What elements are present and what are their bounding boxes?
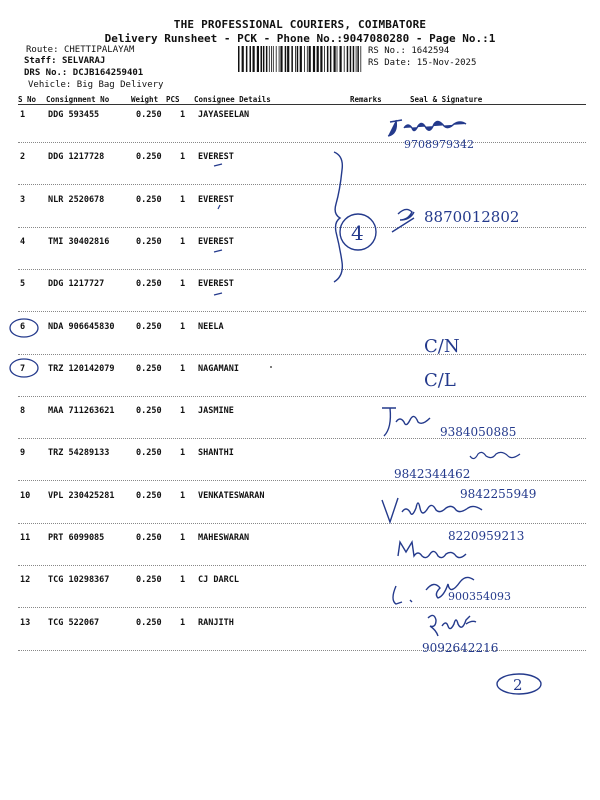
row-sno: 12 <box>20 575 31 586</box>
phone-row-13: 9092642216 <box>422 641 499 655</box>
row-separator <box>18 565 586 566</box>
col-consignment: Consignment No <box>46 95 110 104</box>
table-row <box>0 448 600 490</box>
row-consignment-no: TCG 522067 <box>48 617 100 628</box>
row-consignee: NEELA <box>198 321 224 332</box>
table-row <box>0 575 600 617</box>
row-weight: 0.250 <box>136 236 162 247</box>
barcode-bar <box>330 46 332 72</box>
barcode-bar <box>253 46 255 72</box>
row-sno: 13 <box>20 617 31 628</box>
route-line <box>26 45 134 56</box>
table-row <box>0 195 600 237</box>
row-weight: 0.250 <box>136 279 162 290</box>
row-sno: 3 <box>20 194 26 205</box>
row-weight: 0.250 <box>136 490 162 501</box>
phone-group: 8870012802 <box>424 208 520 226</box>
row-consignee: RANJITH <box>198 617 234 628</box>
barcode-bar <box>327 46 329 72</box>
phone-row-11: 8220959213 <box>448 529 525 543</box>
rs-date-label: RS Date: <box>368 58 412 68</box>
row-pcs: 1 <box>180 448 186 459</box>
row-pcs: 1 <box>180 152 186 163</box>
col-remarks: Remarks <box>350 95 382 104</box>
barcode-bar <box>353 46 355 72</box>
barcode-bar <box>297 46 299 72</box>
row-weight: 0.250 <box>136 321 162 332</box>
col-weight: Weight <box>131 95 159 104</box>
barcode-bar <box>356 46 357 72</box>
phone-row-10: 9842255949 <box>460 487 537 501</box>
row-weight: 0.250 <box>136 406 162 417</box>
table-row <box>0 406 600 448</box>
row-pcs: 1 <box>180 406 186 417</box>
staff-value: SELVARAJ <box>61 56 106 66</box>
barcode-bar <box>250 46 252 72</box>
table-row <box>0 110 600 152</box>
barcode-bar <box>242 46 244 72</box>
barcode-bar <box>285 46 287 72</box>
row-consignee: SHANTHI <box>198 448 234 459</box>
page-count: 2 <box>513 676 523 694</box>
row-consignee: JASMINE <box>198 406 234 417</box>
col-seal: Seal & Signature <box>410 95 483 104</box>
phone-row-9: 9842344462 <box>394 467 471 481</box>
barcode-bar <box>263 46 265 72</box>
barcode-bar <box>344 46 345 72</box>
col-sno: S No <box>18 95 37 104</box>
row-sno: 1 <box>20 110 26 120</box>
row-weight: 0.250 <box>136 533 162 543</box>
row-consignee: CJ DARCL <box>198 575 239 586</box>
row-sno: 5 <box>20 279 26 290</box>
row-consignee: EVEREST <box>198 194 234 205</box>
barcode-bar <box>273 46 274 72</box>
vehicle-label: Vehicle: <box>28 80 72 90</box>
row-separator <box>18 396 586 397</box>
table-row <box>0 279 600 321</box>
row-weight: 0.250 <box>136 575 162 586</box>
row-separator <box>18 523 586 524</box>
phone-row-8: 9384050885 <box>440 425 517 439</box>
row-sno: 11 <box>20 533 31 543</box>
route-value: CHETTIPALAYAM <box>63 45 135 55</box>
barcode-bar <box>317 46 319 72</box>
row-separator <box>18 607 586 608</box>
row-pcs: 1 <box>180 617 186 628</box>
staff-label: Staff: <box>24 56 57 66</box>
row-weight: 0.250 <box>136 617 162 628</box>
row-consignment-no: TMI 30402816 <box>48 236 110 247</box>
row-separator <box>18 650 586 651</box>
row-sno: 2 <box>20 152 26 163</box>
col-pcs: PCS <box>166 95 180 104</box>
rs-no-label: RS No.: <box>368 46 406 56</box>
barcode-bar <box>313 46 315 72</box>
barcode-bar <box>340 46 342 72</box>
barcode-bar <box>337 46 338 72</box>
drs-value: DCJB164259401 <box>72 68 144 78</box>
row-sno: 9 <box>20 448 26 459</box>
row-consignment-no: NLR 2520678 <box>48 194 105 205</box>
row-consignee: EVEREST <box>198 236 234 247</box>
barcode-bar <box>347 46 349 72</box>
barcode-bar <box>324 46 325 72</box>
table-row <box>0 152 600 194</box>
row-consignment-no: TRZ 54289133 <box>48 448 110 459</box>
barcode-bar <box>320 46 322 72</box>
row-separator <box>18 184 586 185</box>
runsheet-subtitle: Delivery Runsheet - PCK - Phone No.:9047080280 - Page No.:1 <box>104 32 496 45</box>
row-pcs: 1 <box>180 575 186 586</box>
row-consignment-no: MAA 711263621 <box>48 406 115 417</box>
barcode-bar <box>357 46 359 72</box>
row-consignment-no: TCG 10298367 <box>48 575 110 586</box>
row-consignee: MAHESWARAN <box>198 533 250 543</box>
barcode-bar <box>295 46 296 72</box>
row-consignment-no: VPL 230425281 <box>48 490 115 501</box>
table-row <box>0 322 600 364</box>
barcode-bar <box>279 46 280 72</box>
barcode-bar <box>238 46 240 72</box>
barcode-bar <box>307 46 308 72</box>
row-pcs: 1 <box>180 363 186 374</box>
barcode-bar <box>350 46 352 72</box>
barcode-bar <box>300 46 302 72</box>
page-count-circle <box>497 674 541 694</box>
row-pcs: 1 <box>180 490 186 501</box>
remark-row-7: C/L <box>424 370 456 391</box>
row-sno: 4 <box>20 236 26 247</box>
row-pcs: 1 <box>180 533 186 543</box>
drs-label: DRS No.: <box>24 68 68 78</box>
rs-no-line <box>368 46 449 57</box>
row-weight: 0.250 <box>136 194 162 205</box>
barcode-bar <box>266 46 268 72</box>
barcode-bar <box>246 46 248 72</box>
row-separator <box>18 227 586 228</box>
barcode-bar <box>291 46 293 72</box>
col-consignee: Consignee Details <box>194 95 271 104</box>
barcode-bar <box>360 46 361 72</box>
table-row <box>0 364 600 406</box>
barcode-bar <box>261 46 263 72</box>
row-weight: 0.250 <box>136 110 162 120</box>
rs-no-value: 1642594 <box>411 46 450 56</box>
row-sno: 8 <box>20 406 26 417</box>
rs-date-line <box>368 58 476 69</box>
company-title: THE PROFESSIONAL COURIERS, COIMBATORE <box>173 18 427 31</box>
row-separator <box>18 438 586 439</box>
row-separator <box>18 142 586 143</box>
row-weight: 0.250 <box>136 363 162 374</box>
group-count: 4 <box>351 221 364 245</box>
row-consignment-no: PRT 6099085 <box>48 533 105 543</box>
row-consignee: EVEREST <box>198 152 234 163</box>
row-consignment-no: DDG 593455 <box>48 110 100 120</box>
barcode-bar <box>304 46 305 72</box>
row-consignee: EVEREST <box>198 279 234 290</box>
barcode-bar <box>309 46 311 72</box>
row-separator <box>18 311 586 312</box>
row-separator <box>18 269 586 270</box>
table-row <box>0 237 600 279</box>
row-pcs: 1 <box>180 279 186 290</box>
table-row <box>0 491 600 533</box>
row-consignment-no: DDG 1217727 <box>48 279 105 290</box>
drs-line <box>24 68 143 79</box>
phone-row-1: 9708979342 <box>404 138 474 151</box>
route-label: Route: <box>26 45 59 55</box>
row-sno: 6 <box>20 321 26 332</box>
row-pcs: 1 <box>180 321 186 332</box>
table-row <box>0 618 600 660</box>
row-pcs: 1 <box>180 236 186 247</box>
row-separator <box>18 480 586 481</box>
staff-line <box>24 56 105 67</box>
row-separator <box>18 354 586 355</box>
row-pcs: 1 <box>180 194 186 205</box>
row-weight: 0.250 <box>136 448 162 459</box>
vehicle-value: Big Bag Delivery <box>76 80 164 90</box>
row-consignee: VENKATESWARAN <box>198 490 265 501</box>
row-weight: 0.250 <box>136 152 162 163</box>
barcode-bar <box>271 46 272 72</box>
vehicle-line <box>28 80 163 91</box>
barcode-bar <box>257 46 259 72</box>
row-consignee: JAYASEELAN <box>198 110 250 120</box>
row-sno: 10 <box>20 490 31 501</box>
barcode-bar <box>334 46 336 72</box>
phone-row-12: 900354093 <box>448 590 511 603</box>
row-consignment-no: NDA 906645830 <box>48 321 115 332</box>
barcode-image <box>238 46 364 72</box>
row-consignment-no: TRZ 120142079 <box>48 363 115 374</box>
row-consignee: NAGAMANI <box>198 363 239 374</box>
row-pcs: 1 <box>180 110 186 120</box>
table-row <box>0 533 600 575</box>
barcode-bar <box>280 46 282 72</box>
header-rule <box>18 104 586 105</box>
barcode-bar <box>269 46 270 72</box>
row-sno: 7 <box>20 363 26 374</box>
row-consignment-no: DDG 1217728 <box>48 152 105 163</box>
barcode-bar <box>287 46 289 72</box>
barcode-bar <box>276 46 277 72</box>
remark-row-6: C/N <box>424 336 460 357</box>
rs-date-value: 15-Nov-2025 <box>416 58 477 68</box>
